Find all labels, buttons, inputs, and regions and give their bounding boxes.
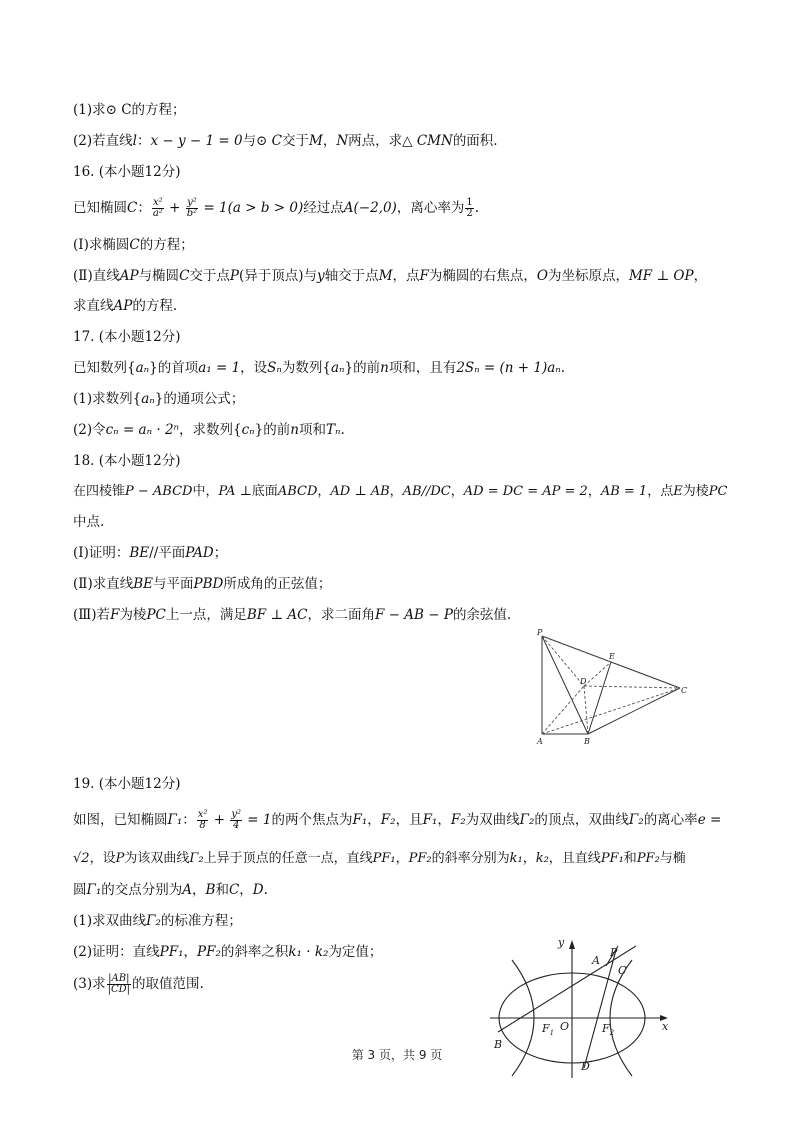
text: +	[209, 812, 230, 828]
text: (2)证明：直线	[73, 944, 160, 960]
text: 轴交于点	[324, 268, 379, 284]
text: (异于顶点)与	[239, 268, 318, 284]
text: ：	[182, 812, 196, 828]
q19-part3	[73, 972, 204, 996]
fraction	[465, 198, 473, 219]
math: CMN	[416, 133, 453, 149]
text: ，	[367, 812, 381, 828]
text: (Ⅱ)直线	[73, 268, 120, 284]
text: ，	[389, 484, 403, 499]
label-F1: $F_1$	[542, 1022, 555, 1037]
text: ，	[239, 882, 253, 898]
text: ；	[213, 545, 228, 561]
text: }的通项公式；	[154, 391, 245, 407]
text: ，且直线	[548, 851, 601, 866]
math: √2	[73, 851, 90, 866]
text: ，且	[395, 812, 423, 828]
text: .	[560, 360, 566, 376]
denominator: 8	[199, 820, 206, 831]
numerator: |AB|	[108, 973, 130, 984]
page-footer: 第 3 页，共 9 页	[351, 1048, 443, 1062]
text: 为数列{	[281, 360, 331, 376]
text: ，设	[240, 360, 268, 376]
text: ，点	[647, 484, 674, 499]
math: PF₁	[159, 944, 184, 960]
math: a₁ = 1	[198, 360, 241, 376]
math: AB//DC	[402, 484, 451, 499]
math: 2Sₙ = (n + 1)aₙ	[456, 360, 561, 376]
math: ABCD	[277, 484, 318, 499]
math: O	[536, 268, 548, 284]
text: ，	[693, 268, 708, 284]
label-A: A	[592, 954, 600, 967]
text: 与椭	[659, 851, 686, 866]
text: .	[263, 882, 268, 898]
q18-part3	[73, 605, 511, 625]
text: 的取值范围.	[132, 976, 204, 992]
text: ，离心率为	[396, 200, 465, 216]
text: ⊥底面	[235, 484, 278, 499]
math: C	[179, 268, 190, 284]
math: Tₙ	[325, 422, 341, 438]
math: l	[132, 133, 137, 149]
text: 已知椭圆	[73, 200, 127, 216]
label-E: E	[609, 652, 615, 661]
math: Γ₁	[167, 812, 183, 828]
math: aₙ	[331, 360, 345, 376]
q15-part1-text: (1)求⊙ C的方程；	[73, 102, 186, 118]
math: C	[271, 133, 283, 149]
text: 所成角的正弦值；	[223, 576, 332, 592]
q19-part2	[73, 942, 382, 962]
math: B	[205, 882, 216, 898]
question-heading: 18. (本小题12分)	[73, 453, 181, 469]
math: BF ⊥ AC	[246, 607, 308, 623]
math: = 1(a > b > 0)	[199, 200, 304, 216]
text: 上一点，满足	[165, 607, 247, 623]
text: 为棱	[682, 484, 709, 499]
text: 的离心率	[643, 812, 698, 828]
denominator: b²	[186, 208, 198, 219]
label-B: B	[494, 1038, 503, 1051]
text: ，	[587, 484, 601, 499]
text: 为坐标原点，	[547, 268, 629, 284]
q16-part1	[73, 235, 194, 255]
text: 的交点分别为	[101, 882, 183, 898]
math: PF₁	[372, 851, 396, 866]
q19-stem-line3	[73, 880, 268, 900]
math: AD ⊥ AB	[330, 484, 390, 499]
math: C	[228, 882, 240, 898]
text: 与⊙	[242, 133, 272, 149]
math: D	[252, 882, 264, 898]
text: 交于点	[189, 268, 230, 284]
text: +	[164, 200, 185, 216]
text: 为椭圆的右焦点，	[428, 268, 537, 284]
text: ，	[183, 944, 197, 960]
text: ，	[322, 133, 337, 149]
text: ，	[437, 812, 451, 828]
text: .	[340, 422, 345, 438]
fraction	[107, 974, 131, 995]
text: 项和，且有	[388, 360, 457, 376]
text: 的顶点，双曲线	[534, 812, 629, 828]
q19-stem-line2	[73, 849, 686, 869]
label-B: B	[584, 737, 590, 746]
math: P	[229, 268, 239, 284]
q18-stem	[73, 482, 727, 502]
label-D: D	[580, 677, 587, 686]
text: ，求数列{	[179, 422, 242, 438]
text: 为定值；	[328, 944, 383, 960]
math: cₙ	[241, 422, 255, 438]
math: Γ₂	[146, 913, 161, 929]
math: PF₂	[408, 851, 432, 866]
fraction	[197, 810, 209, 831]
math: F − AB − P	[375, 607, 453, 623]
math: k₁	[509, 851, 523, 866]
math: x − y − 1 = 0	[150, 133, 243, 149]
text: 的标准方程；	[160, 913, 242, 929]
fraction	[186, 198, 198, 219]
math: C	[127, 200, 138, 216]
q19-stem	[73, 808, 721, 832]
math: k₁ · k₂	[288, 944, 329, 960]
math: A(−2,0)	[343, 200, 397, 216]
text: (Ⅲ)若	[73, 607, 111, 623]
math: PF₁	[600, 851, 624, 866]
pyramid-figure	[528, 626, 700, 748]
math: Γ₂	[519, 812, 535, 828]
math: PBD	[193, 576, 224, 592]
math: F₂	[380, 812, 396, 828]
text: (1)求双曲线	[73, 913, 147, 929]
denominator: |CD|	[107, 984, 131, 995]
fraction	[230, 810, 242, 831]
math: F	[419, 268, 429, 284]
text: 的方程.	[132, 298, 178, 314]
math: AP	[119, 268, 139, 284]
q15-part1	[73, 100, 186, 120]
math: F₁	[352, 812, 368, 828]
text: (Ⅱ)求直线	[73, 576, 134, 592]
text: 和	[623, 851, 637, 866]
math: y	[317, 268, 325, 284]
math: F	[110, 607, 120, 623]
label-A: A	[537, 737, 543, 746]
text: 的方程；	[139, 237, 194, 253]
text: ，点	[392, 268, 420, 284]
text: (Ⅰ)求椭圆	[73, 237, 130, 253]
q16-heading	[73, 162, 180, 182]
math: N	[336, 133, 349, 149]
text: 为该双曲线	[124, 851, 190, 866]
text: }的前	[254, 422, 291, 438]
math: PC	[708, 484, 728, 499]
edge-DC	[584, 686, 680, 688]
text: 如图，已知椭圆	[73, 812, 168, 828]
text: 已知数列{	[73, 360, 136, 376]
math: C	[129, 237, 140, 253]
math: P − ABCD	[125, 484, 193, 499]
numerator: 1	[466, 197, 473, 208]
denominator: a²	[152, 208, 163, 219]
math: Γ₂	[189, 851, 204, 866]
text: 与椭圆	[138, 268, 180, 284]
text: 中点.	[73, 514, 105, 530]
denominator: 4	[232, 820, 240, 831]
text: ，	[192, 882, 206, 898]
math: M	[378, 268, 393, 284]
text: .	[474, 200, 479, 216]
text: 上异于顶点的任意一点，直线	[203, 851, 373, 866]
math: k₂	[535, 851, 549, 866]
math: PF₂	[636, 851, 660, 866]
label-F2: $F_2$	[602, 1022, 615, 1037]
q18-heading	[73, 451, 180, 471]
question-heading: 16. (本小题12分)	[73, 164, 181, 180]
math: PF₂	[197, 944, 221, 960]
label-P: P	[610, 946, 618, 959]
text: }的首项	[149, 360, 199, 376]
question-heading: 19. (本小题12分)	[73, 776, 181, 792]
text: ，	[395, 851, 409, 866]
text: (2)若直线	[73, 133, 133, 149]
label-C: C	[681, 686, 688, 695]
text: 交于	[282, 133, 310, 149]
q16-part2	[73, 266, 707, 286]
y-axis-arrow	[569, 940, 575, 949]
numerator: x²	[153, 197, 163, 208]
text: 圆	[73, 882, 87, 898]
denominator: 2	[466, 208, 473, 219]
text: 的斜率分别为	[431, 851, 510, 866]
text: ，求二面角	[307, 607, 376, 623]
text: 和	[215, 882, 229, 898]
math: aₙ	[141, 391, 155, 407]
fraction	[152, 198, 164, 219]
q17-part1	[73, 389, 244, 409]
q15-part2	[73, 131, 498, 151]
text: 两点，求△	[348, 133, 417, 149]
math: M	[309, 133, 323, 149]
math: PA	[218, 484, 236, 499]
math: e =	[697, 812, 722, 828]
math: PC	[146, 607, 166, 623]
text: ，	[317, 484, 331, 499]
text: ，设	[89, 851, 116, 866]
text: ：	[137, 200, 151, 216]
text: 的斜率之积	[220, 944, 289, 960]
math: AP	[113, 298, 133, 314]
math: F₁	[422, 812, 438, 828]
math: BE	[133, 576, 153, 592]
q17-stem	[73, 358, 565, 378]
numerator: x²	[197, 809, 208, 820]
text: 的面积.	[452, 133, 498, 149]
q18-part2	[73, 574, 331, 594]
math: P	[115, 851, 125, 866]
text: (1)求数列{	[73, 391, 142, 407]
text: 中，	[192, 484, 219, 499]
text: 为棱	[119, 607, 147, 623]
label-y: y	[558, 936, 565, 949]
math: F₂	[450, 812, 466, 828]
question-heading: 17. (本小题12分)	[73, 329, 181, 345]
q18-stem-cont	[73, 512, 104, 532]
text: //平面	[149, 545, 186, 561]
math: AD = DC = AP = 2	[463, 484, 588, 499]
math: n	[380, 360, 389, 376]
label-P: P	[537, 628, 543, 637]
q16-stem	[73, 196, 479, 220]
math: AB = 1	[600, 484, 648, 499]
math: cₙ = aₙ · 2ⁿ	[105, 422, 180, 438]
math: = 1	[243, 812, 272, 828]
math: MF ⊥ OP	[628, 268, 694, 284]
text: 为双曲线	[465, 812, 520, 828]
q17-part2	[73, 420, 345, 440]
text: ，	[522, 851, 536, 866]
label-x: x	[662, 1020, 669, 1033]
text: 项和	[298, 422, 326, 438]
text: (2)令	[73, 422, 106, 438]
numerator: y²	[231, 809, 242, 820]
math: Γ₂	[628, 812, 644, 828]
text: 求直线	[73, 298, 114, 314]
q19-heading	[73, 774, 180, 794]
math: PAD	[185, 545, 214, 561]
math: A	[182, 882, 193, 898]
text: 的余弦值.	[452, 607, 512, 623]
text: }的前	[344, 360, 381, 376]
q19-part1	[73, 911, 242, 931]
q17-heading	[73, 327, 180, 347]
label-C: C	[618, 964, 627, 977]
numerator: y²	[187, 197, 197, 208]
text: (Ⅰ)证明：	[73, 545, 130, 561]
math: BE	[129, 545, 150, 561]
math: aₙ	[135, 360, 150, 376]
math: Γ₁	[86, 882, 102, 898]
text: 经过点	[303, 200, 344, 216]
text: ：	[136, 133, 151, 149]
math: E	[673, 484, 683, 499]
text: ，	[450, 484, 464, 499]
edge-BC	[588, 688, 680, 734]
text: 在四棱锥	[73, 484, 126, 499]
text: 的两个焦点为	[271, 812, 353, 828]
math: Sₙ	[267, 360, 282, 376]
label-O: O	[560, 1020, 570, 1033]
math: n	[290, 422, 299, 438]
q18-part1	[73, 543, 227, 563]
text: 与平面	[153, 576, 194, 592]
q16-part2-cont	[73, 296, 177, 316]
text: (3)求	[73, 976, 106, 992]
label-D: D	[581, 1060, 590, 1073]
